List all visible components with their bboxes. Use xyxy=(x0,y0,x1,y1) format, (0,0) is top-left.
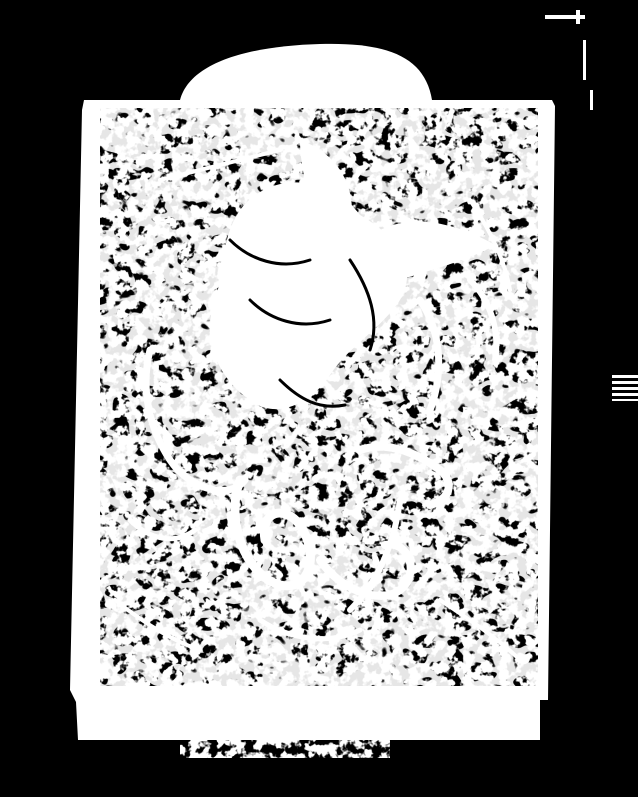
artwork-area xyxy=(100,108,538,686)
top-right-marks xyxy=(545,10,593,110)
right-edge-marks xyxy=(612,375,638,401)
top-white-blob xyxy=(180,44,432,100)
card-notch xyxy=(540,700,560,750)
bottom-smudge xyxy=(180,740,390,758)
